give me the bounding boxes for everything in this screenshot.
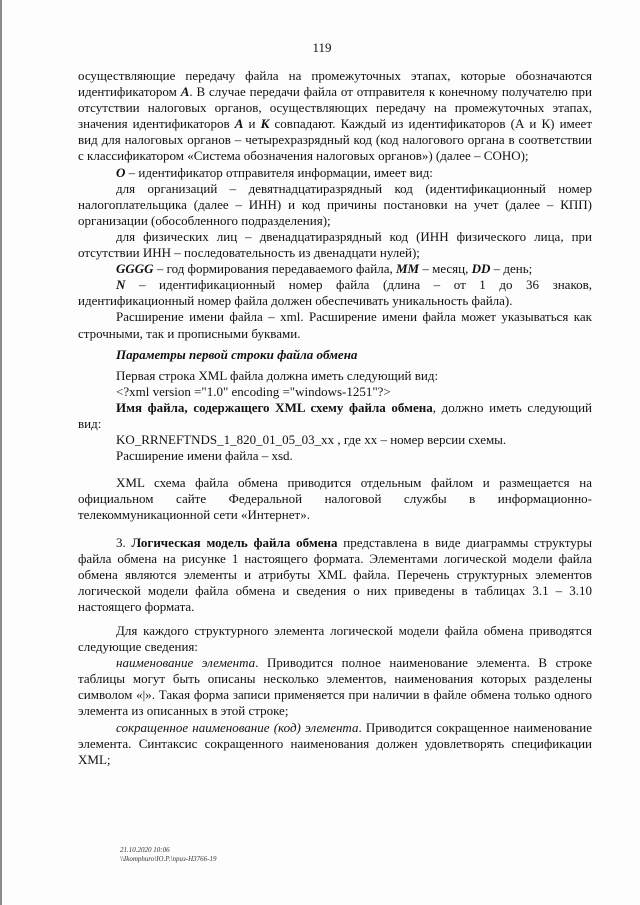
page-number: 119: [312, 40, 332, 55]
paragraph-organizations: для организаций – девятнадцатиразрядный код (идентификационный номер налогоплательщика (далее – ИНН) и код причины постановки на учет (далее – КПП) организации (обособленного подразделения);: [78, 180, 592, 228]
paragraph-schema-published: XML схема файла обмена приводится отдельным файлом и размещается на официальном сайте Федеральной налоговой службы в информационно-телекоммуникационной сети «Интернет».: [78, 475, 592, 523]
paragraph-identifiers-a-k: осуществляющие передачу файла на промежуточных этапах, которые обозначаются идентификатором А. В случае передачи файла от отправителя к конечному получателю при отсутствии налоговых органов, осуществляющих передачу на промежуточных этапах, значения идентификаторов А и К совпадают. Каждый из идентификаторов (А и К) имеет вид для налоговых органов – четырехразрядный код (код налогового органа в соответствии с классификатором «Система обозначения налоговых органов») (далее – СОНО);: [78, 68, 592, 164]
paragraph-extension-xsd: Расширение имени файла – xsd.: [116, 448, 293, 464]
paragraph-element-code: сокращенное наименование (код) элемента. Приводится сокращенное наименование элемента. Синтаксис сокращенного наименования должен удовлетворять спецификации XML;: [78, 719, 592, 767]
schema-file-name-line: KO_RRNEFTNDS_1_820_01_05_03_xx , где хх – номер версии схемы.: [116, 432, 507, 448]
paragraph-element-name: наименование элемента. Приводится полное наименование элемента. В строке таблицы могут быть описаны несколько элементов, наименования которых разделены символом «|». Такая форма записи применяется при наличии в файле обмена только одного элемента из описанных в этой строке;: [78, 655, 592, 719]
paragraph-extension-xml: Расширение имени файла – xml. Расширение имени файла может указываться как строчными, так и прописными буквами.: [78, 309, 592, 341]
footer-file-stamp: [120, 846, 217, 864]
paragraph-identifier-o: О – идентификатор отправителя информации, имеет вид:: [116, 164, 433, 180]
paragraph-element-info-intro: Для каждого структурного элемента логической модели файла обмена приводятся следующие сведения:: [78, 623, 592, 655]
xml-declaration-line: <?xml version ="1.0" encoding ="windows-1251"?>: [116, 383, 391, 399]
paragraph-date-codes: GGGG – год формирования передаваемого файла, ММ – месяц, DD – день;: [116, 261, 533, 277]
paragraph-file-number: N – идентификационный номер файла (длина – от 1 до 36 знаков, идентификационный номер файла должен обеспечивать уникальность файла).: [78, 277, 592, 309]
paragraph-first-line: Первая строка XML файла должна иметь следующий вид:: [116, 367, 439, 383]
paragraph-schema-file-name: Имя файла, содержащего XML схему файла обмена, должно иметь следующий вид:: [78, 399, 592, 431]
paragraph-logical-model: 3. Логическая модель файла обмена представлена в виде диаграммы структуры файла обмена на рисунке 1 настоящего формата. Элементами логической модели файла обмена являются элементы и атрибуты XML файла. Перечень структурных элементов логической модели файла обмена и сведения о них приведены в таблицах 3.1 – 3.10 настоящего формата.: [78, 534, 593, 614]
paragraph-individuals: для физических лиц – двенадцатиразрядный код (ИНН физического лица, при отсутствии ИНН – последовательность из двенадцати нулей);: [78, 228, 592, 261]
document-body: [78, 68, 592, 768]
footer-timestamp: 21.10.2020 10:06: [120, 846, 170, 854]
footer-file-path: \\Ikomphuro\Ю.Р.\приз-Н3766-19: [120, 855, 217, 863]
section-heading-first-line: Параметры первой строки файла обмена: [116, 346, 358, 362]
